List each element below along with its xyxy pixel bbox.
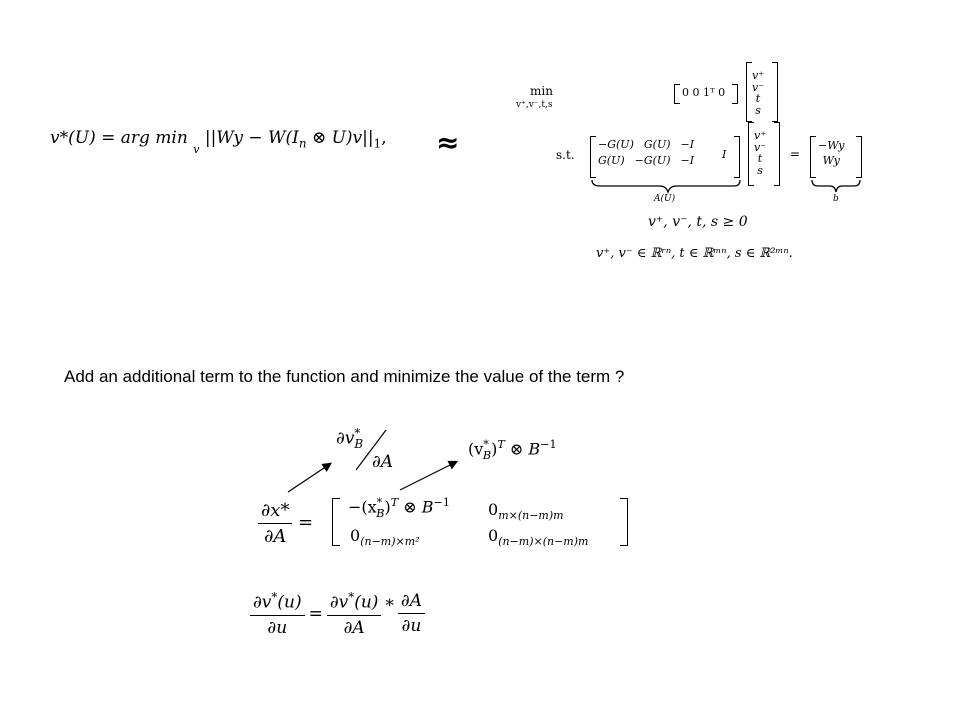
jac-r2c1: $0_{(n-m)\times m^2}$ xyxy=(350,526,420,549)
norm-sub: 1 xyxy=(373,136,382,151)
objective-formula xyxy=(50,128,387,155)
jac-bracket-right xyxy=(620,498,628,546)
A-bracket-left xyxy=(590,136,596,178)
cost-row: 0 0 1ᵀ 0 xyxy=(682,86,726,99)
A-matrix: −G(U) G(U) −I G(U) −G(U) −I xyxy=(598,138,695,167)
st-label: s.t. xyxy=(556,148,575,162)
chain-frac-3: $\frac{\partial A}{\partial u}$ xyxy=(398,591,425,636)
brace-A-label: A(U) xyxy=(654,194,676,204)
objective-lhs: v*(U) = arg min xyxy=(50,128,188,148)
chain-rule xyxy=(250,590,425,638)
chain-frac-1: $\frac{\partial v^*(u)}{\partial u}$ xyxy=(250,590,305,638)
annotation-vB-T-kron: $(v^*_B)^T$ ⊗ $B^{-1}$ xyxy=(468,438,557,462)
A-bracket-right xyxy=(734,136,740,178)
jac-r1c1: $-(x^*_B)^T$ ⊗ $B^{-1}$ xyxy=(348,496,451,520)
question-text: Add an additional term to the function and minimize the value of the term ? xyxy=(64,367,625,386)
vec2-bracket-right xyxy=(774,122,780,186)
vec1-bracket-right xyxy=(772,62,778,122)
underbraces xyxy=(590,178,870,194)
argmin-sub: v xyxy=(193,143,200,156)
nonneg-constraint: v⁺, v⁻, t, s ≥ 0 xyxy=(648,214,748,230)
chain-frac-2: $\frac{\partial v^*(u)}{\partial A}$ xyxy=(327,590,382,638)
cost-bracket-right xyxy=(732,84,738,104)
jacobian-eq: = xyxy=(298,512,314,533)
cost-bracket-left xyxy=(674,84,680,104)
annotation-dvB-dA: $\partial v^*_B$ xyxy=(336,426,364,452)
arrows xyxy=(284,456,474,496)
objective-rhs: ||Wy − W(I xyxy=(204,128,299,148)
approx-symbol: ≈ xyxy=(436,126,460,159)
A-identity: I xyxy=(722,148,727,161)
vector-2: v⁺ v⁻ t s xyxy=(754,129,767,177)
objective-rhs-end: ⊗ U)v|| xyxy=(306,128,374,148)
lp-min-label: min xyxy=(530,84,553,98)
objective-tail: , xyxy=(381,128,387,148)
jac-bracket-left xyxy=(332,498,340,546)
annotation-dA: ∂A xyxy=(372,452,394,472)
b-bracket-left xyxy=(810,136,816,178)
b-vector: −Wy Wy xyxy=(818,139,845,167)
jac-r2c2: $0_{(n-m)\times(n-m)m}$ xyxy=(488,526,589,549)
brace-b-label: b xyxy=(833,194,839,204)
chain-eq: = xyxy=(308,603,323,624)
b-bracket-right xyxy=(856,136,862,178)
jac-r1c2: $0_{m\times(n-m)m}$ xyxy=(488,500,564,523)
domain-constraint: v⁺, v⁻ ∈ ℝʳⁿ, t ∈ ℝᵐⁿ, s ∈ ℝ²ᵐⁿ. xyxy=(596,246,793,261)
jacobian-lhs: $\frac{\partial x*}{\partial A}$ xyxy=(258,500,292,547)
chain-mul: * xyxy=(385,596,394,616)
vector-1: v⁺ v⁻ t s xyxy=(752,69,765,117)
objective-rhs-sub: n xyxy=(298,136,307,151)
lp-min-sub: v⁺,v⁻,t,s xyxy=(516,100,553,110)
lp-eq: = xyxy=(790,147,801,161)
